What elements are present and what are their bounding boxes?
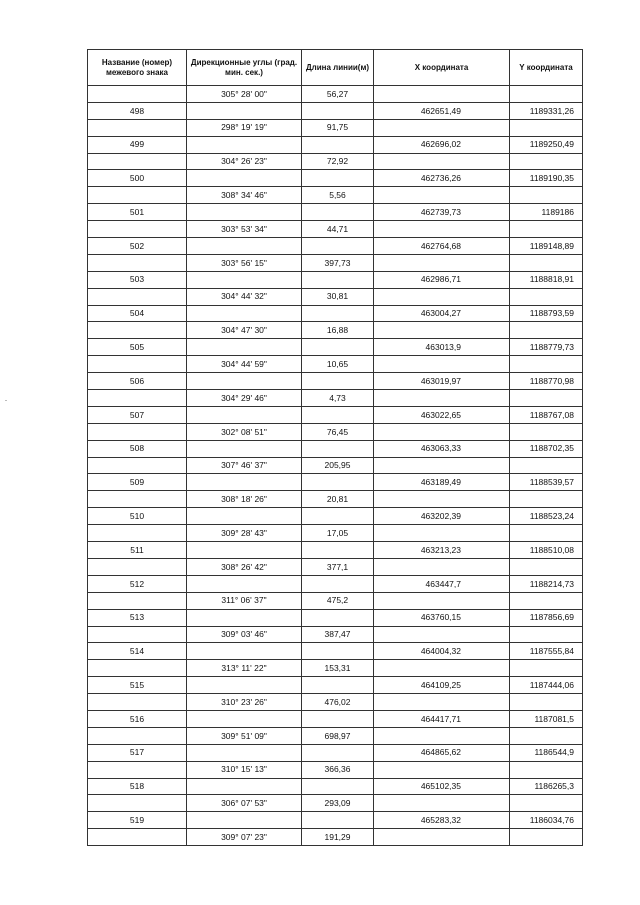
cell-y-coordinate: [510, 86, 583, 103]
cell-line-length: 377,1: [302, 558, 374, 575]
point-row: [88, 406, 583, 423]
cell-line-length: 17,05: [302, 525, 374, 542]
cell-direction-angle: [187, 102, 302, 119]
cell-direction-angle: [187, 136, 302, 153]
cell-direction-angle: 310° 15' 13": [187, 761, 302, 778]
cell-line-length: [302, 339, 374, 356]
cell-x-coordinate: [374, 254, 510, 271]
segment-row: [88, 829, 583, 846]
cell-x-coordinate: 463213,23: [374, 542, 510, 559]
cell-y-coordinate: [510, 491, 583, 508]
cell-point-name: 511: [88, 542, 187, 559]
cell-line-length: [302, 373, 374, 390]
cell-y-coordinate: [510, 525, 583, 542]
cell-x-coordinate: 462986,71: [374, 271, 510, 288]
cell-direction-angle: [187, 744, 302, 761]
cell-direction-angle: 313° 11' 22": [187, 660, 302, 677]
cell-line-length: 44,71: [302, 221, 374, 238]
point-row: [88, 238, 583, 255]
cell-line-length: [302, 170, 374, 187]
header-y: Y координата: [510, 50, 583, 86]
cell-y-coordinate: 1186265,3: [510, 778, 583, 795]
cell-y-coordinate: 1189331,26: [510, 102, 583, 119]
cell-x-coordinate: [374, 525, 510, 542]
cell-line-length: 20,81: [302, 491, 374, 508]
point-row: [88, 271, 583, 288]
cell-point-name: [88, 390, 187, 407]
point-row: [88, 440, 583, 457]
cell-y-coordinate: [510, 390, 583, 407]
cell-y-coordinate: 1189190,35: [510, 170, 583, 187]
cell-x-coordinate: [374, 322, 510, 339]
cell-line-length: 10,65: [302, 356, 374, 373]
cell-direction-angle: 309° 51' 09": [187, 727, 302, 744]
cell-point-name: [88, 356, 187, 373]
point-row: [88, 677, 583, 694]
cell-point-name: 517: [88, 744, 187, 761]
cell-x-coordinate: [374, 491, 510, 508]
segment-row: [88, 187, 583, 204]
cell-point-name: 512: [88, 575, 187, 592]
cell-direction-angle: 311° 06' 37": [187, 592, 302, 609]
point-row: [88, 170, 583, 187]
cell-y-coordinate: [510, 626, 583, 643]
cell-point-name: [88, 761, 187, 778]
segment-row: [88, 694, 583, 711]
cell-line-length: [302, 204, 374, 221]
cell-x-coordinate: 462696,02: [374, 136, 510, 153]
cell-direction-angle: [187, 609, 302, 626]
cell-point-name: 499: [88, 136, 187, 153]
cell-point-name: [88, 694, 187, 711]
cell-y-coordinate: [510, 254, 583, 271]
segment-row: [88, 795, 583, 812]
point-row: [88, 102, 583, 119]
cell-x-coordinate: 464109,25: [374, 677, 510, 694]
cell-y-coordinate: [510, 829, 583, 846]
point-row: [88, 710, 583, 727]
segment-row: [88, 525, 583, 542]
cell-line-length: 5,56: [302, 187, 374, 204]
cell-x-coordinate: 462736,26: [374, 170, 510, 187]
cell-x-coordinate: 465102,35: [374, 778, 510, 795]
cell-line-length: [302, 812, 374, 829]
segment-row: [88, 390, 583, 407]
cell-direction-angle: [187, 305, 302, 322]
cell-line-length: [302, 238, 374, 255]
cell-x-coordinate: [374, 829, 510, 846]
cell-point-name: 513: [88, 609, 187, 626]
cell-direction-angle: 303° 53' 34": [187, 221, 302, 238]
point-row: [88, 474, 583, 491]
cell-line-length: 205,95: [302, 457, 374, 474]
cell-x-coordinate: [374, 457, 510, 474]
cell-point-name: [88, 626, 187, 643]
point-row: [88, 812, 583, 829]
cell-line-length: [302, 406, 374, 423]
cell-line-length: 476,02: [302, 694, 374, 711]
cell-point-name: [88, 525, 187, 542]
cell-line-length: 56,27: [302, 86, 374, 103]
cell-y-coordinate: [510, 423, 583, 440]
cell-direction-angle: [187, 204, 302, 221]
cell-line-length: 293,09: [302, 795, 374, 812]
cell-line-length: 153,31: [302, 660, 374, 677]
cell-point-name: 506: [88, 373, 187, 390]
cell-line-length: [302, 474, 374, 491]
cell-direction-angle: [187, 271, 302, 288]
point-row: [88, 136, 583, 153]
cell-x-coordinate: [374, 86, 510, 103]
point-row: [88, 508, 583, 525]
cell-x-coordinate: [374, 423, 510, 440]
cell-direction-angle: [187, 542, 302, 559]
cell-x-coordinate: 465283,32: [374, 812, 510, 829]
cell-y-coordinate: 1188770,98: [510, 373, 583, 390]
point-row: [88, 744, 583, 761]
cell-y-coordinate: 1188818,91: [510, 271, 583, 288]
cell-y-coordinate: [510, 727, 583, 744]
header-name: Название (номер) межевого знака: [88, 50, 187, 86]
point-row: [88, 778, 583, 795]
cell-direction-angle: 304° 26' 23": [187, 153, 302, 170]
cell-point-name: 519: [88, 812, 187, 829]
cell-y-coordinate: [510, 592, 583, 609]
cell-y-coordinate: 1188539,57: [510, 474, 583, 491]
cell-point-name: 507: [88, 406, 187, 423]
cell-point-name: 500: [88, 170, 187, 187]
cell-y-coordinate: 1189186: [510, 204, 583, 221]
margin-mark: [5, 400, 7, 401]
cell-point-name: 498: [88, 102, 187, 119]
cell-x-coordinate: [374, 119, 510, 136]
cell-direction-angle: [187, 440, 302, 457]
cell-y-coordinate: [510, 221, 583, 238]
cell-direction-angle: 302° 08' 51": [187, 423, 302, 440]
cell-line-length: 16,88: [302, 322, 374, 339]
cell-point-name: 518: [88, 778, 187, 795]
segment-row: [88, 761, 583, 778]
cell-x-coordinate: 463189,49: [374, 474, 510, 491]
cell-y-coordinate: [510, 322, 583, 339]
point-row: [88, 575, 583, 592]
cell-y-coordinate: 1187444,06: [510, 677, 583, 694]
cell-line-length: [302, 677, 374, 694]
cell-line-length: 366,36: [302, 761, 374, 778]
table-body: [88, 86, 583, 846]
cell-line-length: 91,75: [302, 119, 374, 136]
cell-point-name: 503: [88, 271, 187, 288]
cell-y-coordinate: 1188523,24: [510, 508, 583, 525]
cell-line-length: 76,45: [302, 423, 374, 440]
segment-row: [88, 356, 583, 373]
cell-y-coordinate: [510, 694, 583, 711]
cell-x-coordinate: 463004,27: [374, 305, 510, 322]
segment-row: [88, 592, 583, 609]
point-row: [88, 305, 583, 322]
cell-y-coordinate: 1188510,08: [510, 542, 583, 559]
cell-line-length: [302, 575, 374, 592]
cell-x-coordinate: 463202,39: [374, 508, 510, 525]
segment-row: [88, 491, 583, 508]
cell-direction-angle: [187, 575, 302, 592]
cell-point-name: [88, 660, 187, 677]
cell-x-coordinate: 463019,97: [374, 373, 510, 390]
cell-direction-angle: 304° 47' 30": [187, 322, 302, 339]
cell-direction-angle: [187, 710, 302, 727]
cell-y-coordinate: [510, 288, 583, 305]
cell-y-coordinate: 1186544,9: [510, 744, 583, 761]
cell-x-coordinate: 463013,9: [374, 339, 510, 356]
cell-x-coordinate: 464417,71: [374, 710, 510, 727]
cell-x-coordinate: [374, 626, 510, 643]
cell-line-length: 387,47: [302, 626, 374, 643]
cell-y-coordinate: 1187856,69: [510, 609, 583, 626]
cell-point-name: 504: [88, 305, 187, 322]
cell-direction-angle: 309° 03' 46": [187, 626, 302, 643]
cell-direction-angle: 305° 28' 00": [187, 86, 302, 103]
segment-row: [88, 457, 583, 474]
cell-line-length: 191,29: [302, 829, 374, 846]
cell-y-coordinate: [510, 558, 583, 575]
cell-line-length: 72,92: [302, 153, 374, 170]
cell-y-coordinate: 1186034,76: [510, 812, 583, 829]
cell-point-name: 501: [88, 204, 187, 221]
cell-point-name: [88, 119, 187, 136]
cell-point-name: [88, 254, 187, 271]
cell-line-length: 698,97: [302, 727, 374, 744]
cell-x-coordinate: [374, 727, 510, 744]
cell-direction-angle: 308° 26' 42": [187, 558, 302, 575]
cell-point-name: 515: [88, 677, 187, 694]
segment-row: [88, 86, 583, 103]
cell-line-length: [302, 744, 374, 761]
segment-row: [88, 153, 583, 170]
cell-direction-angle: 309° 07' 23": [187, 829, 302, 846]
cell-direction-angle: 308° 34' 46": [187, 187, 302, 204]
header-length: Длина линии(м): [302, 50, 374, 86]
cell-point-name: 505: [88, 339, 187, 356]
cell-point-name: [88, 288, 187, 305]
cell-point-name: [88, 322, 187, 339]
cell-point-name: 508: [88, 440, 187, 457]
cell-line-length: [302, 271, 374, 288]
cell-direction-angle: 304° 44' 59": [187, 356, 302, 373]
cell-direction-angle: [187, 474, 302, 491]
cell-y-coordinate: 1188214,73: [510, 575, 583, 592]
segment-row: [88, 221, 583, 238]
cell-direction-angle: 308° 18' 26": [187, 491, 302, 508]
cell-y-coordinate: 1188779,73: [510, 339, 583, 356]
cell-x-coordinate: 463760,15: [374, 609, 510, 626]
cell-point-name: [88, 592, 187, 609]
cell-x-coordinate: [374, 694, 510, 711]
cell-direction-angle: [187, 778, 302, 795]
cell-line-length: [302, 305, 374, 322]
cell-line-length: [302, 440, 374, 457]
header-angle: Дирекционные углы (град. мин. сек.): [187, 50, 302, 86]
cell-point-name: 510: [88, 508, 187, 525]
cell-y-coordinate: [510, 153, 583, 170]
segment-row: [88, 423, 583, 440]
segment-row: [88, 727, 583, 744]
point-row: [88, 542, 583, 559]
segment-row: [88, 626, 583, 643]
cell-direction-angle: [187, 508, 302, 525]
cell-y-coordinate: [510, 119, 583, 136]
cell-line-length: [302, 778, 374, 795]
cell-direction-angle: 304° 44' 32": [187, 288, 302, 305]
cell-point-name: [88, 187, 187, 204]
cell-x-coordinate: 463447,7: [374, 575, 510, 592]
cell-x-coordinate: [374, 153, 510, 170]
cell-direction-angle: 298° 19' 19": [187, 119, 302, 136]
segment-row: [88, 558, 583, 575]
cell-direction-angle: [187, 170, 302, 187]
header-row: [88, 50, 583, 86]
cell-line-length: [302, 609, 374, 626]
cell-line-length: [302, 136, 374, 153]
cell-direction-angle: 306° 07' 53": [187, 795, 302, 812]
cell-point-name: 516: [88, 710, 187, 727]
point-row: [88, 339, 583, 356]
point-row: [88, 204, 583, 221]
cell-line-length: [302, 102, 374, 119]
cell-direction-angle: [187, 406, 302, 423]
cell-point-name: [88, 153, 187, 170]
cell-point-name: 502: [88, 238, 187, 255]
cell-x-coordinate: 464865,62: [374, 744, 510, 761]
cell-x-coordinate: 463063,33: [374, 440, 510, 457]
cell-point-name: [88, 86, 187, 103]
cell-y-coordinate: [510, 187, 583, 204]
cell-point-name: [88, 423, 187, 440]
cell-line-length: 397,73: [302, 254, 374, 271]
cell-direction-angle: [187, 677, 302, 694]
cell-x-coordinate: [374, 288, 510, 305]
cell-direction-angle: 309° 28' 43": [187, 525, 302, 542]
cell-x-coordinate: 462739,73: [374, 204, 510, 221]
cell-direction-angle: [187, 812, 302, 829]
cell-line-length: [302, 542, 374, 559]
cell-y-coordinate: [510, 356, 583, 373]
cell-x-coordinate: [374, 795, 510, 812]
point-row: [88, 609, 583, 626]
cell-line-length: 30,81: [302, 288, 374, 305]
cell-x-coordinate: 463022,65: [374, 406, 510, 423]
cell-line-length: 4,73: [302, 390, 374, 407]
cell-y-coordinate: 1188702,35: [510, 440, 583, 457]
cell-y-coordinate: 1187081,5: [510, 710, 583, 727]
segment-row: [88, 288, 583, 305]
cell-y-coordinate: 1189148,89: [510, 238, 583, 255]
cell-x-coordinate: [374, 761, 510, 778]
cell-point-name: [88, 558, 187, 575]
cell-y-coordinate: [510, 660, 583, 677]
cell-direction-angle: 310° 23' 26": [187, 694, 302, 711]
cell-x-coordinate: 462651,49: [374, 102, 510, 119]
cell-line-length: 475,2: [302, 592, 374, 609]
point-row: [88, 643, 583, 660]
cell-x-coordinate: 464004,32: [374, 643, 510, 660]
segment-row: [88, 119, 583, 136]
cell-direction-angle: 304° 29' 46": [187, 390, 302, 407]
cell-point-name: 514: [88, 643, 187, 660]
cell-direction-angle: [187, 373, 302, 390]
cell-y-coordinate: 1189250,49: [510, 136, 583, 153]
cell-y-coordinate: 1187555,84: [510, 643, 583, 660]
cell-point-name: [88, 457, 187, 474]
cell-x-coordinate: [374, 221, 510, 238]
cell-point-name: [88, 491, 187, 508]
cell-direction-angle: [187, 339, 302, 356]
cell-y-coordinate: 1188767,08: [510, 406, 583, 423]
cell-y-coordinate: [510, 761, 583, 778]
point-row: [88, 373, 583, 390]
segment-row: [88, 254, 583, 271]
cell-point-name: [88, 727, 187, 744]
boundary-coordinates-table: [87, 49, 583, 846]
cell-y-coordinate: 1188793,59: [510, 305, 583, 322]
cell-direction-angle: 303° 56' 15": [187, 254, 302, 271]
cell-line-length: [302, 508, 374, 525]
cell-direction-angle: 307° 46' 37": [187, 457, 302, 474]
cell-x-coordinate: [374, 187, 510, 204]
cell-point-name: 509: [88, 474, 187, 491]
cell-y-coordinate: [510, 795, 583, 812]
cell-line-length: [302, 643, 374, 660]
cell-direction-angle: [187, 238, 302, 255]
cell-x-coordinate: [374, 660, 510, 677]
cell-x-coordinate: [374, 592, 510, 609]
cell-x-coordinate: [374, 390, 510, 407]
segment-row: [88, 322, 583, 339]
cell-x-coordinate: [374, 356, 510, 373]
cell-point-name: [88, 829, 187, 846]
cell-x-coordinate: [374, 558, 510, 575]
header-x: X координата: [374, 50, 510, 86]
cell-y-coordinate: [510, 457, 583, 474]
cell-direction-angle: [187, 643, 302, 660]
cell-x-coordinate: 462764,68: [374, 238, 510, 255]
cell-point-name: [88, 795, 187, 812]
segment-row: [88, 660, 583, 677]
cell-line-length: [302, 710, 374, 727]
cell-point-name: [88, 221, 187, 238]
